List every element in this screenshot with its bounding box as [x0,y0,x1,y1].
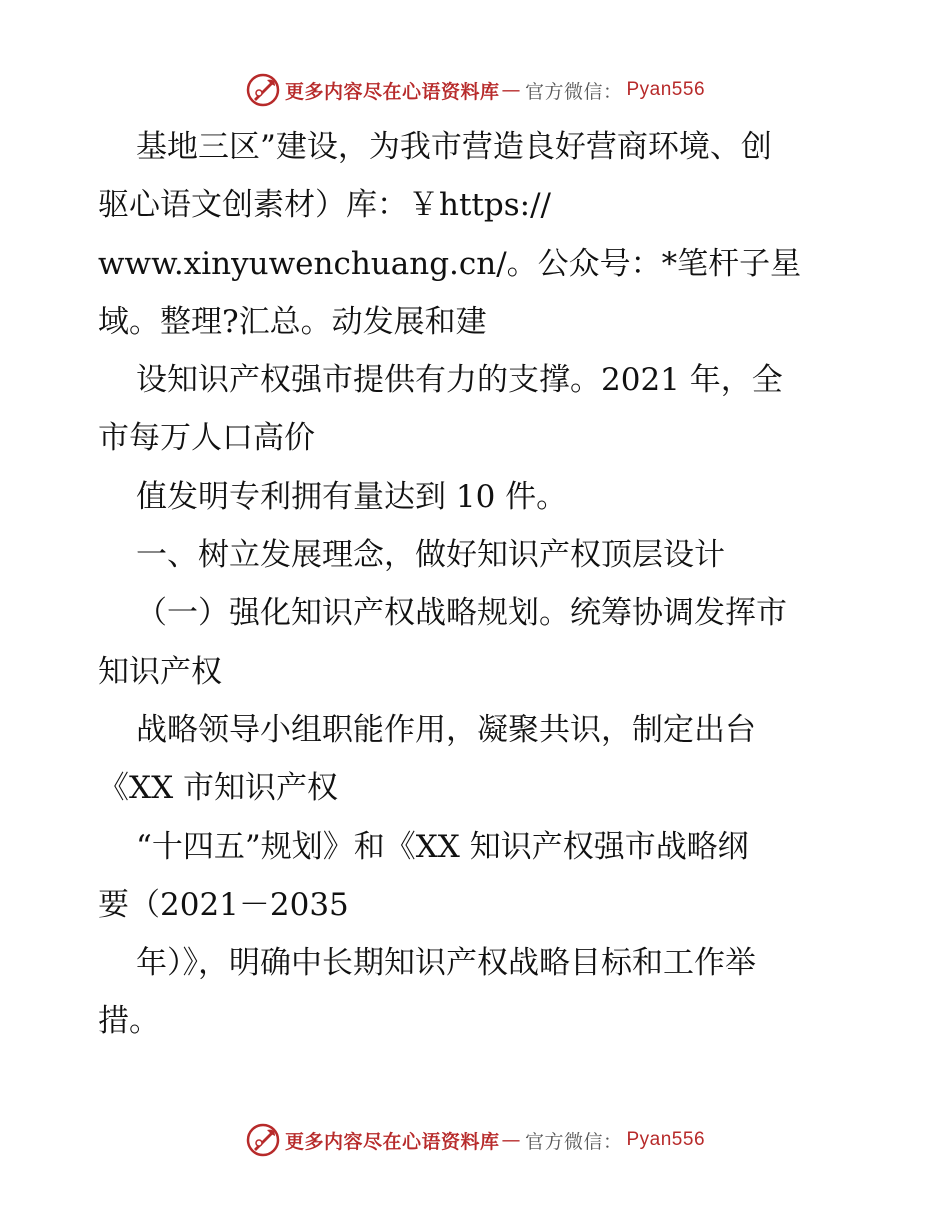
text-line-3: www.xinyuwenchuang.cn/。公众号：*笔杆子星 [98,245,802,282]
text-line-2: 驱心语文创素材）库：￥https:// [98,187,551,224]
banner-brand: 更多内容尽在心语资料库 [284,1130,500,1153]
text-line-10: 知识产权 [98,653,222,690]
quill-pen-icon [245,72,281,108]
document-body [98,118,898,1051]
text-line-16: 措。 [98,1003,160,1040]
text-line-6: 市每万人口高价 [98,420,315,457]
text-line-14: 要（2021－2035 [98,886,349,923]
banner-wechat-id: Pyan556 [626,1129,706,1150]
text-line-1: 基地三区”建设，为我市营造良好营商环境、创 [136,129,772,165]
text-line-4: 域。整理?汇总。动发展和建 [98,303,487,340]
banner-wechat-id: Pyan556 [626,79,706,100]
text-line-12: 《XX 市知识产权 [98,770,338,807]
footer-banner [0,1120,950,1160]
quill-pen-icon [245,1122,281,1158]
text-line-5: 设知识产权强市提供有力的支撑。2021 年，全 [136,362,783,399]
header-banner [0,70,950,110]
banner-brand: 更多内容尽在心语资料库 [284,80,500,103]
banner-wechat-label: 官方微信： [524,1130,623,1153]
text-line-11: 战略领导小组职能作用，凝聚共识，制定出台 [136,711,756,748]
banner-dash: — [501,1129,521,1151]
banner-wechat-label: 官方微信： [524,80,623,103]
banner-dash: — [501,79,521,101]
text-line-15: 年）》，明确中长期知识产权战略目标和工作举 [136,945,756,982]
section-heading: 一、树立发展理念，做好知识产权顶层设计 [136,537,725,574]
text-line-13: “十四五”规划》和《XX 知识产权强市战略纲 [136,828,749,865]
text-line-7: 值发明专利拥有量达到 10 件。 [136,478,568,515]
text-line-9: （一）强化知识产权战略规划。统筹协调发挥市 [136,595,787,632]
